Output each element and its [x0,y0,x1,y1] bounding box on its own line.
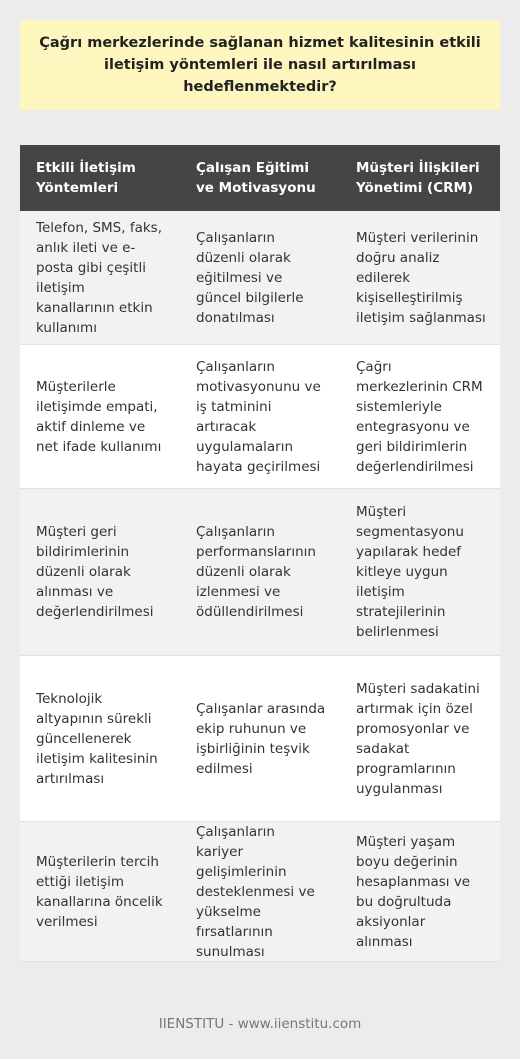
header-cell: Müşteri İlişkileri Yönetimi (CRM) [356,160,480,196]
table-cell: Müşterilerin tercih ettiği iletişim kanallarına öncelik verilmesi [36,853,163,930]
table-cell: Çalışanların kariyer gelişimlerinin desteklenmesi ve yükselme fırsatlarının sunulması [196,823,315,960]
table-cell: Çalışanların düzenli olarak eğitilmesi ve güncel bilgilerle donatılması [196,229,304,326]
table-cell: Müşteri segmentasyonu yapılarak hedef kitleye uygun iletişim stratejilerinin belirlenmesi [356,504,464,640]
table-row [20,345,500,489]
comparison-table [20,145,500,962]
table-cell: Müşterilerle iletişimde empati, aktif dinleme ve net ifade kullanımı [36,378,162,455]
page-title: Çağrı merkezlerinde sağlanan hizmet kalitesinin etkili iletişim yöntemleri ile nasıl artırılması hedeflenmektedir? [39,35,481,95]
header-cell: Etkili İletişim Yöntemleri [36,160,136,196]
table-cell: Telefon, SMS, faks, anlık ileti ve e-posta gibi çeşitli iletişim kanallarının etkin kullanımı [36,219,163,336]
table-cell: Çağrı merkezlerinin CRM sistemleriyle entegrasyonu ve geri bildirimlerin değerlendirilmesi [356,358,483,475]
footer-credit: IIENSTITU - www.iienstitu.com [158,1016,362,1032]
table-row [20,489,500,656]
table-row [20,211,500,345]
table-cell: Müşteri sadakatini artırmak için özel promosyonlar ve sadakat programlarının uygulanması [356,680,480,797]
table-cell: Müşteri geri bildirimlerinin düzenli olarak alınması ve değerlendirilmesi [36,524,154,620]
table-cell: Çalışanların performanslarının düzenli olarak izlenmesi ve ödüllendirilmesi [196,524,316,620]
table-cell: Çalışanların motivasyonunu ve iş tatminini artıracak uygulamaların hayata geçirilmesi [196,358,321,475]
table-cell: Müşteri verilerinin doğru analiz edilerek kişiselleştirilmiş iletişim sağlanması [356,229,486,326]
table-row [20,656,500,822]
header-cell: Çalışan Eğitimi ve Motivasyonu [196,160,316,196]
table-row [20,822,500,962]
table-cell: Çalışanlar arasında ekip ruhunun ve işbirliğinin teşvik edilmesi [196,700,326,777]
table-cell: Müşteri yaşam boyu değerinin hesaplanması ve bu doğrultuda aksiyonlar alınması [356,833,471,950]
title-box [20,20,500,110]
table-cell: Teknolojik altyapının sürekli güncellenerek iletişim kalitesinin artırılması [36,690,158,787]
table-header-row [20,145,500,211]
